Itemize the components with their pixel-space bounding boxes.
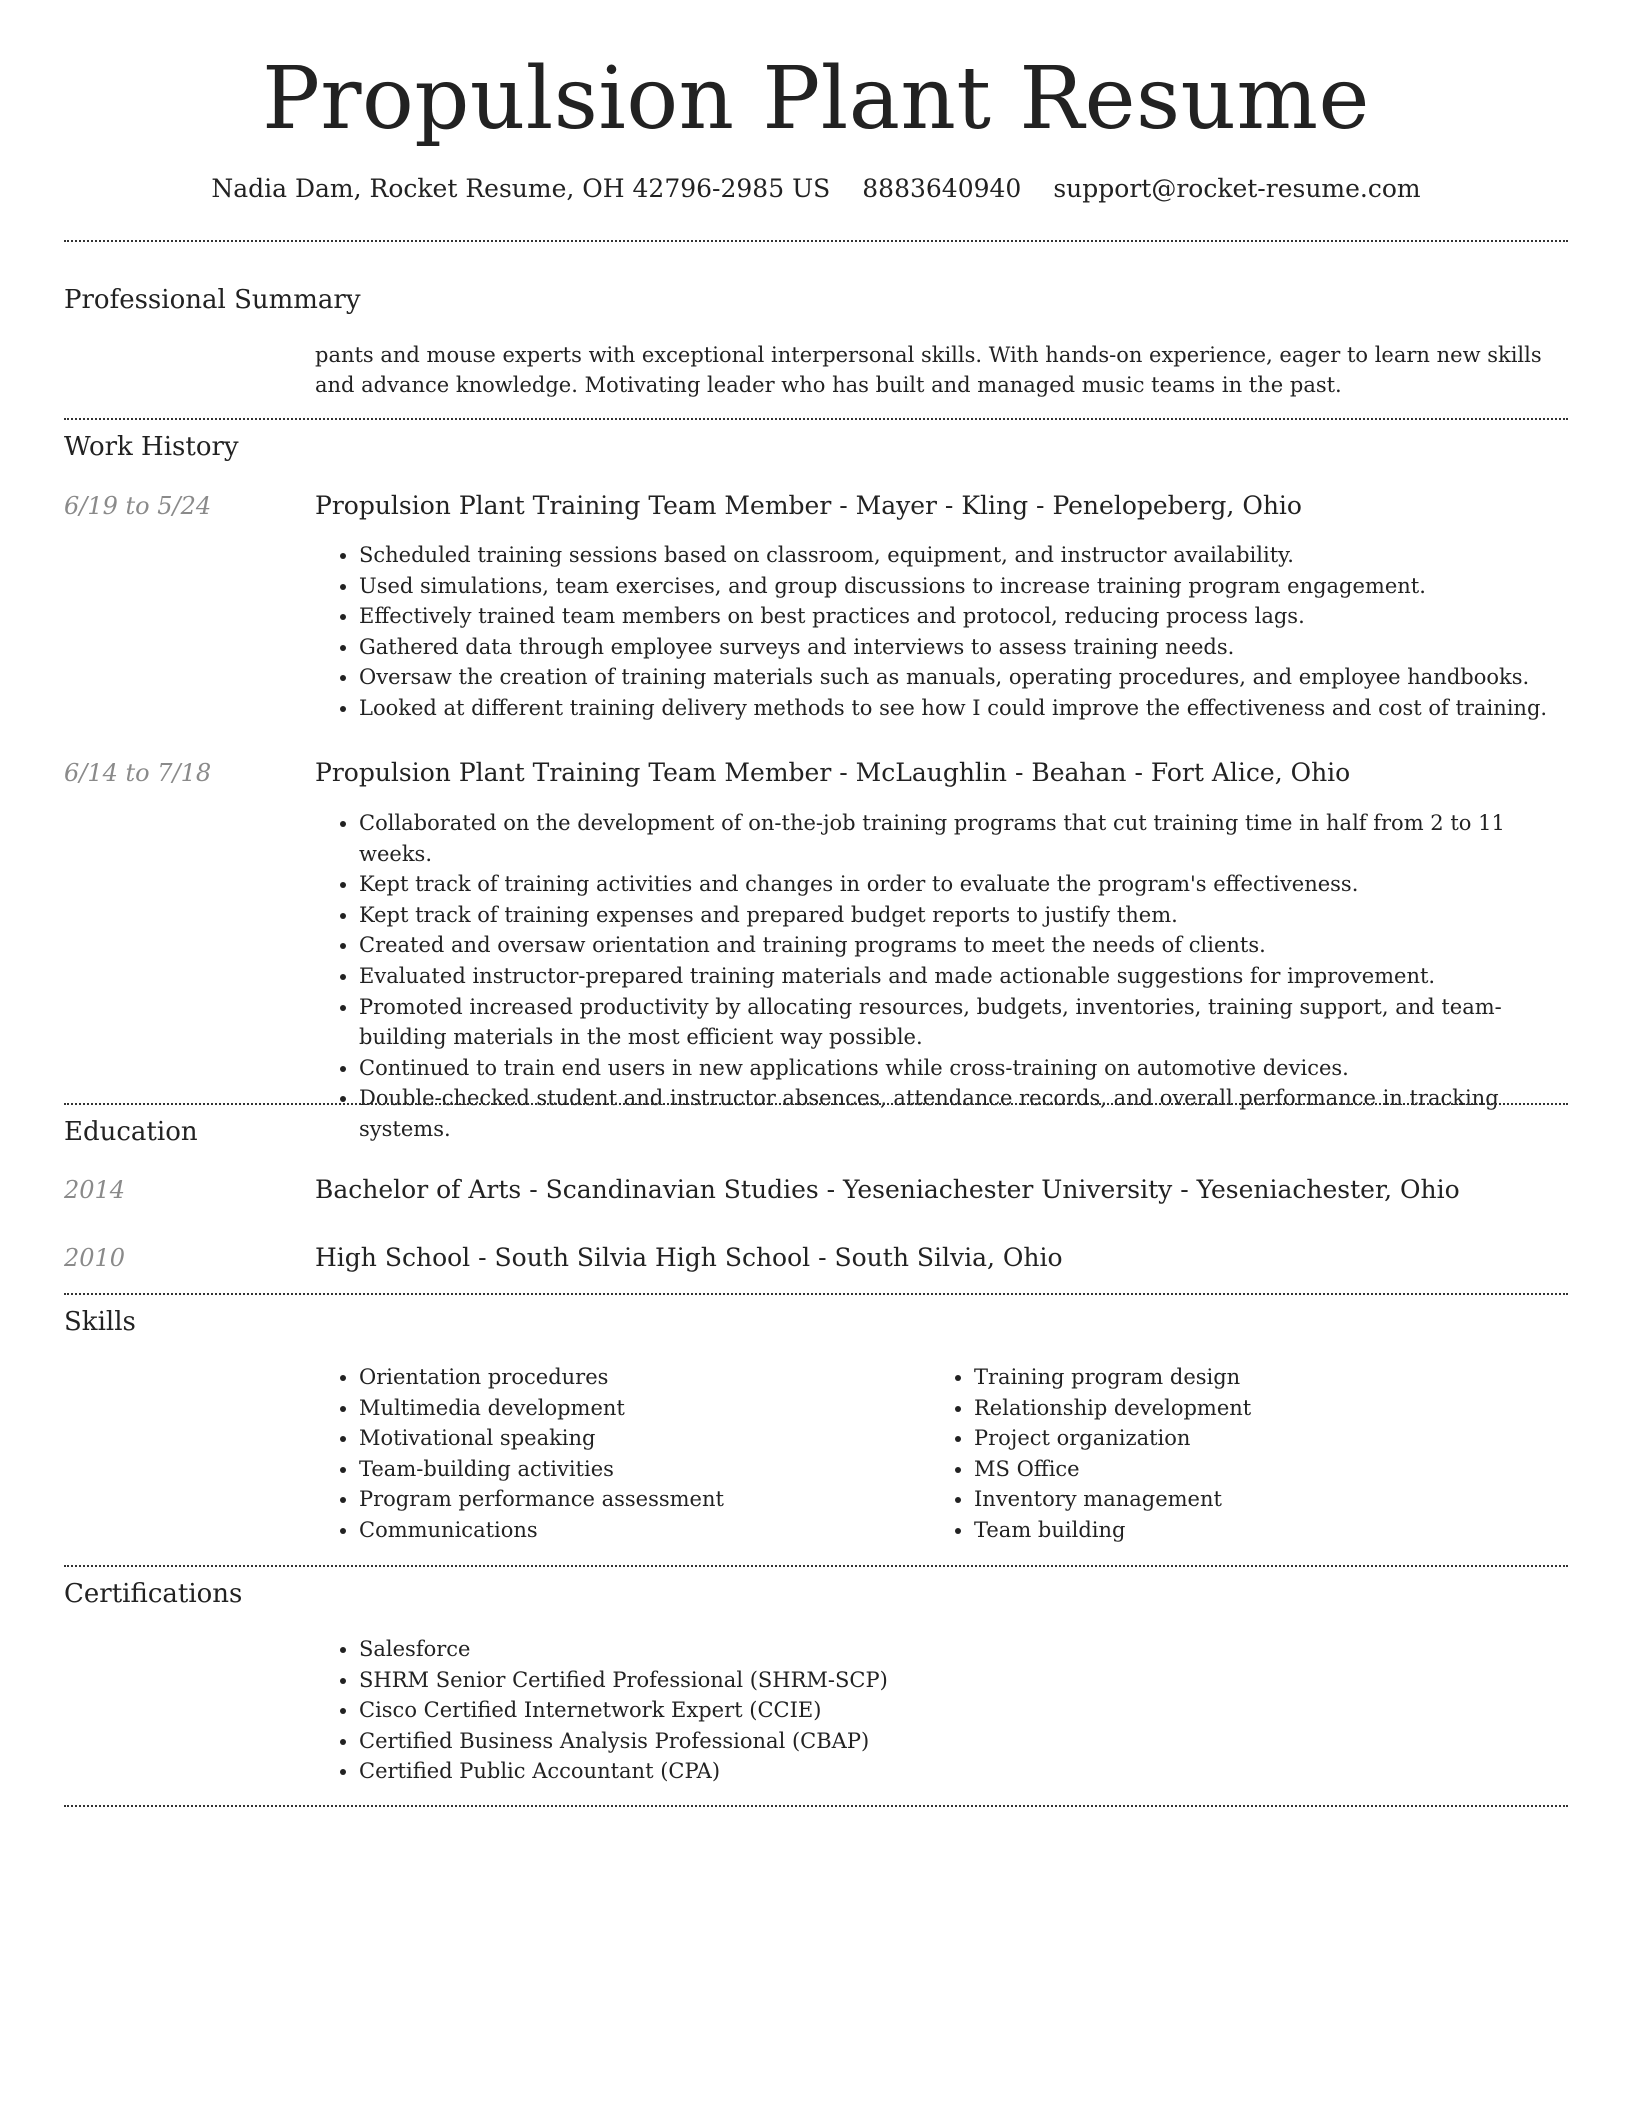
contact-address: Nadia Dam, Rocket Resume, OH 42796-2985 US — [211, 174, 831, 203]
summary-heading: Professional Summary — [64, 285, 361, 315]
resume-title: Propulsion Plant Resume — [262, 49, 1370, 149]
job-dates: 6/14 to 7/18 — [64, 759, 212, 787]
skill-item: • Training program design — [974, 1362, 1534, 1393]
job-duty: • Gathered data through employee surveys and interviews to assess training needs. — [359, 632, 1569, 663]
job-duty: • Looked at different training delivery methods to see how I could improve the effectiveness and cost of training. — [359, 693, 1569, 724]
summary-text: pants and mouse experts with exceptional interpersonal skills. With hands-on experience, eager to learn new skills and advance knowledge. Motivating leader who has built and managed music teams in the past. — [315, 343, 1542, 397]
education-year: 2014 — [64, 1176, 126, 1204]
job-duty: • Continued to train end users in new applications while cross-training on automotive devices. — [359, 1053, 1569, 1084]
certifications-list — [315, 1634, 1569, 1787]
skills-list-right — [930, 1362, 1534, 1546]
contact-phone: 8883640940 — [862, 174, 1022, 203]
job-duty: • Promoted increased productivity by allocating resources, budgets, inventories, training support, and team-building materials in the most efficient way possible. — [359, 992, 1569, 1053]
education-entry: High School - South Silvia High School - South Silvia, Ohio — [315, 1243, 1063, 1272]
certification-item: • Salesforce — [359, 1634, 1569, 1665]
section-divider — [64, 1103, 1568, 1105]
certification-item: • Certified Public Accountant (CPA) — [359, 1756, 1569, 1787]
certification-item: • Cisco Certified Internetwork Expert (CCIE) — [359, 1695, 1569, 1726]
job-dates: 6/19 to 5/24 — [64, 492, 212, 520]
education-heading: Education — [64, 1117, 198, 1147]
job-duty: • Oversaw the creation of training materials such as manuals, operating procedures, and employee handbooks. — [359, 662, 1569, 693]
job-duty: • Kept track of training activities and changes in order to evaluate the program's effectiveness. — [359, 869, 1569, 900]
section-divider — [64, 240, 1568, 242]
contact-email: support@rocket-resume.com — [1053, 174, 1421, 203]
skill-item: • Relationship development — [974, 1393, 1534, 1424]
section-divider — [64, 1565, 1568, 1567]
education-year: 2010 — [64, 1244, 126, 1272]
skill-item: • Motivational speaking — [359, 1423, 919, 1454]
skills-heading: Skills — [64, 1307, 136, 1337]
section-divider — [64, 1805, 1568, 1807]
skill-item: • MS Office — [974, 1454, 1534, 1485]
education-entry: Bachelor of Arts - Scandinavian Studies - Yeseniachester University - Yeseniachester, Ohio — [315, 1175, 1460, 1204]
job-duties-list — [315, 540, 1569, 724]
job-duty: • Evaluated instructor-prepared training materials and made actionable suggestions for improvement. — [359, 961, 1569, 992]
job-duty: • Collaborated on the development of on-the-job training programs that cut training time in half from 2 to 11 weeks. — [359, 808, 1569, 869]
job-duty: • Scheduled training sessions based on classroom, equipment, and instructor availability. — [359, 540, 1569, 571]
certification-item: • Certified Business Analysis Professional (CBAP) — [359, 1726, 1569, 1757]
skill-item: • Communications — [359, 1515, 919, 1546]
job-duty: • Kept track of training expenses and prepared budget reports to justify them. — [359, 900, 1569, 931]
skill-item: • Program performance assessment — [359, 1484, 919, 1515]
job-title: Propulsion Plant Training Team Member - McLaughlin - Beahan - Fort Alice, Ohio — [315, 758, 1351, 787]
contact-line — [0, 172, 1632, 206]
work-history-heading: Work History — [64, 432, 239, 462]
job-duty: • Double-checked student and instructor absences, attendance records, and overall performance in tracking systems. — [359, 1083, 1569, 1144]
section-divider — [64, 1293, 1568, 1295]
skills-list-left — [315, 1362, 919, 1546]
certifications-heading: Certifications — [64, 1579, 243, 1609]
job-title: Propulsion Plant Training Team Member - Mayer - Kling - Penelopeberg, Ohio — [315, 491, 1302, 520]
skill-item: • Inventory management — [974, 1484, 1534, 1515]
skill-item: • Orientation procedures — [359, 1362, 919, 1393]
skill-item: • Team building — [974, 1515, 1534, 1546]
skill-item: • Team-building activities — [359, 1454, 919, 1485]
skill-item: • Project organization — [974, 1423, 1534, 1454]
job-duty: • Used simulations, team exercises, and group discussions to increase training program engagement. — [359, 571, 1569, 602]
section-divider — [64, 418, 1568, 420]
certification-item: • SHRM Senior Certified Professional (SHRM-SCP) — [359, 1665, 1569, 1696]
job-duty: • Effectively trained team members on best practices and protocol, reducing process lags. — [359, 601, 1569, 632]
job-duties-list — [315, 808, 1569, 1145]
job-duty: • Created and oversaw orientation and training programs to meet the needs of clients. — [359, 930, 1569, 961]
skill-item: • Multimedia development — [359, 1393, 919, 1424]
